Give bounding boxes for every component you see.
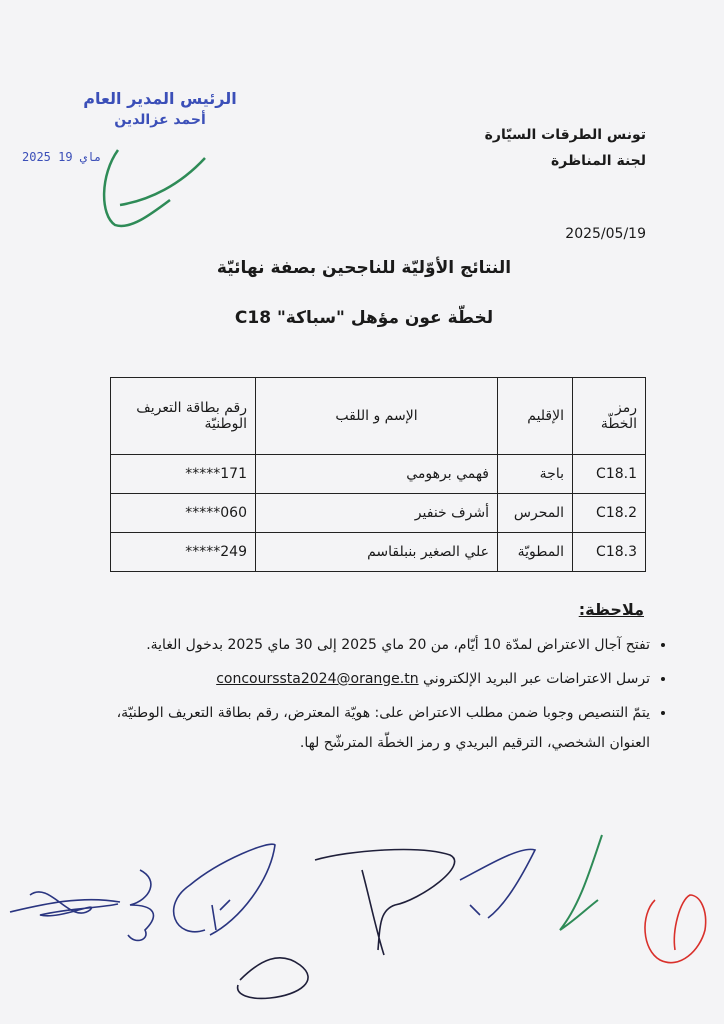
document-title: النتائج الأوّليّة للناجحين بصفة نهائيّة <box>216 258 512 278</box>
note-item: • يتمّ التنصيص وجوبا ضمن مطلب الاعتراض على: هويّة المعترض، رقم بطاقة التعريف الوطنيّة، العنوان الشخصي، الترقيم البريدي و رمز الخطّة المترشّح لها. <box>80 698 650 758</box>
document-subtitle: لخطّة عون مؤهل "سباكة" C18 <box>234 308 494 328</box>
document-date: 2025/05/19 <box>565 226 646 242</box>
row-region: المطويّة <box>498 533 573 572</box>
row-code: C18.2 <box>573 494 646 533</box>
row-id: 249***** <box>111 533 256 572</box>
row-region: باجة <box>498 455 573 494</box>
signature-5 <box>460 849 535 918</box>
signature-1 <box>10 892 120 916</box>
notes-list <box>80 630 672 762</box>
organization-header <box>485 122 646 174</box>
row-code: C18.3 <box>573 533 646 572</box>
signature-green-bottom <box>560 835 602 930</box>
signature-red <box>645 895 706 963</box>
header-id: رقم بطاقة التعريف الوطنيّة <box>111 378 256 455</box>
signature-3 <box>174 844 275 935</box>
signature-2 <box>128 870 153 940</box>
table-header-row <box>111 378 646 455</box>
table-row <box>111 494 646 533</box>
signature-4 <box>315 850 455 955</box>
stamp-title: الرئيس المدير العام <box>83 89 237 108</box>
header-region: الإقليم <box>498 378 573 455</box>
row-name: أشرف خنفير <box>256 494 498 533</box>
results-table <box>110 377 646 572</box>
row-name: فهمي برهومي <box>256 455 498 494</box>
table-row <box>111 455 646 494</box>
org-name: تونس الطرقات السيّارة <box>484 127 646 143</box>
row-name: علي الصغير بنبلقاسم <box>256 533 498 572</box>
notes-title: ملاحظة: <box>578 600 644 619</box>
official-stamp <box>70 88 250 148</box>
signature-6 <box>238 958 308 999</box>
row-id: 060***** <box>111 494 256 533</box>
header-name: الإسم و اللقب <box>256 378 498 455</box>
row-region: المحرس <box>498 494 573 533</box>
objection-email-link[interactable]: concourssta2024@orange.tn <box>216 671 419 687</box>
note-item <box>80 664 650 694</box>
table-row <box>111 533 646 572</box>
stamp-date: 2025 ماي 19 <box>22 150 102 164</box>
row-id: 171***** <box>111 455 256 494</box>
row-code: C18.1 <box>573 455 646 494</box>
note-text: ترسل الاعتراضات عبر البريد الإلكتروني <box>423 671 650 687</box>
header-code: رمز الخطّة <box>573 378 646 455</box>
stamp-name: أحمد عزالدين <box>114 112 206 128</box>
note-item: • تفتح آجال الاعتراض لمدّة 10 أيّام، من 20 ماي 2025 إلى 30 ماي 2025 بدخول الغاية. <box>80 630 650 660</box>
committee-name: لجنة المناظرة <box>551 153 646 169</box>
